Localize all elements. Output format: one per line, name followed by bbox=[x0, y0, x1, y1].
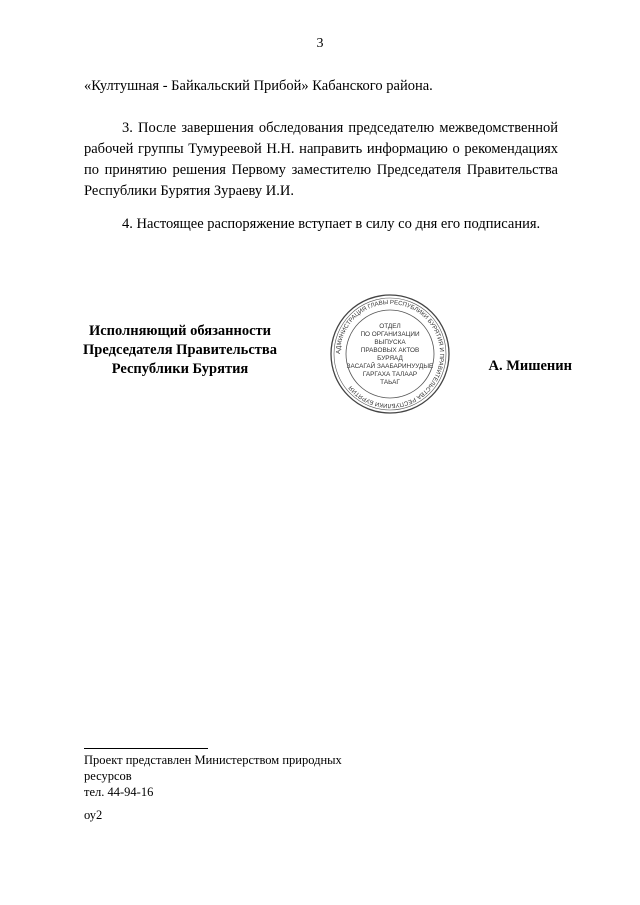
seal-line: ПРАВОВЫХ АКТОВ bbox=[360, 347, 420, 354]
seal-ring-text: АДМИНИСТРАЦИЯ ГЛАВЫ РЕСПУБЛИКИ БУРЯТИЯ И ПРАВИТЕЛЬСТВА РЕСПУБЛИКИ БУРЯТИЯ bbox=[335, 299, 445, 409]
seal-line: ТАЬАГ bbox=[380, 379, 400, 386]
seal-line: ПО ОРГАНИЗАЦИИ bbox=[360, 331, 420, 338]
paragraph-item-4: 4. Настоящее распоряжение вступает в силу со дня его подписания. bbox=[122, 216, 541, 232]
footnote-line-1: Проект представлен Министерством природных bbox=[84, 753, 342, 767]
signatory-name: А. Мишенин bbox=[488, 358, 572, 374]
page-number: 3 bbox=[316, 36, 324, 51]
seal-line: ВЫПУСКА bbox=[374, 339, 406, 346]
seal-line: ЗАСАГАЙ ЗААБАРИНУУДЫЕ bbox=[346, 363, 434, 370]
footnote-phone: тел. 44-94-16 bbox=[84, 785, 154, 799]
footnote bbox=[84, 752, 384, 800]
seal-line: БУРЯАД bbox=[377, 355, 403, 362]
paragraph-continuation: «Култушная - Байкальский Прибой» Кабанского района. bbox=[84, 78, 433, 94]
signatory-title-line-2: Председателя Правительства bbox=[83, 342, 277, 358]
signatory-title-line-3: Республики Бурятия bbox=[111, 361, 249, 377]
official-seal-stamp bbox=[328, 292, 452, 416]
document-code: оу2 bbox=[84, 808, 103, 822]
seal-line: ГАРГАХА ТАЛААР bbox=[362, 371, 418, 378]
paragraph-item-3: 3. После завершения обследования председателю межведомственной рабочей группы Тумуреевой Н.Н. направить информацию о рекомендациях по принятию решения Первому заместителю Председателя Правительства Республики Бурятия Зураеву И.И. bbox=[84, 120, 558, 199]
seal-line: ОТДЕЛ bbox=[379, 323, 401, 330]
footnote-divider bbox=[84, 748, 208, 749]
footnote-line-2: ресурсов bbox=[84, 769, 132, 783]
signatory-title bbox=[60, 322, 300, 379]
signatory-title-line-1: Исполняющий обязанности bbox=[88, 323, 272, 339]
